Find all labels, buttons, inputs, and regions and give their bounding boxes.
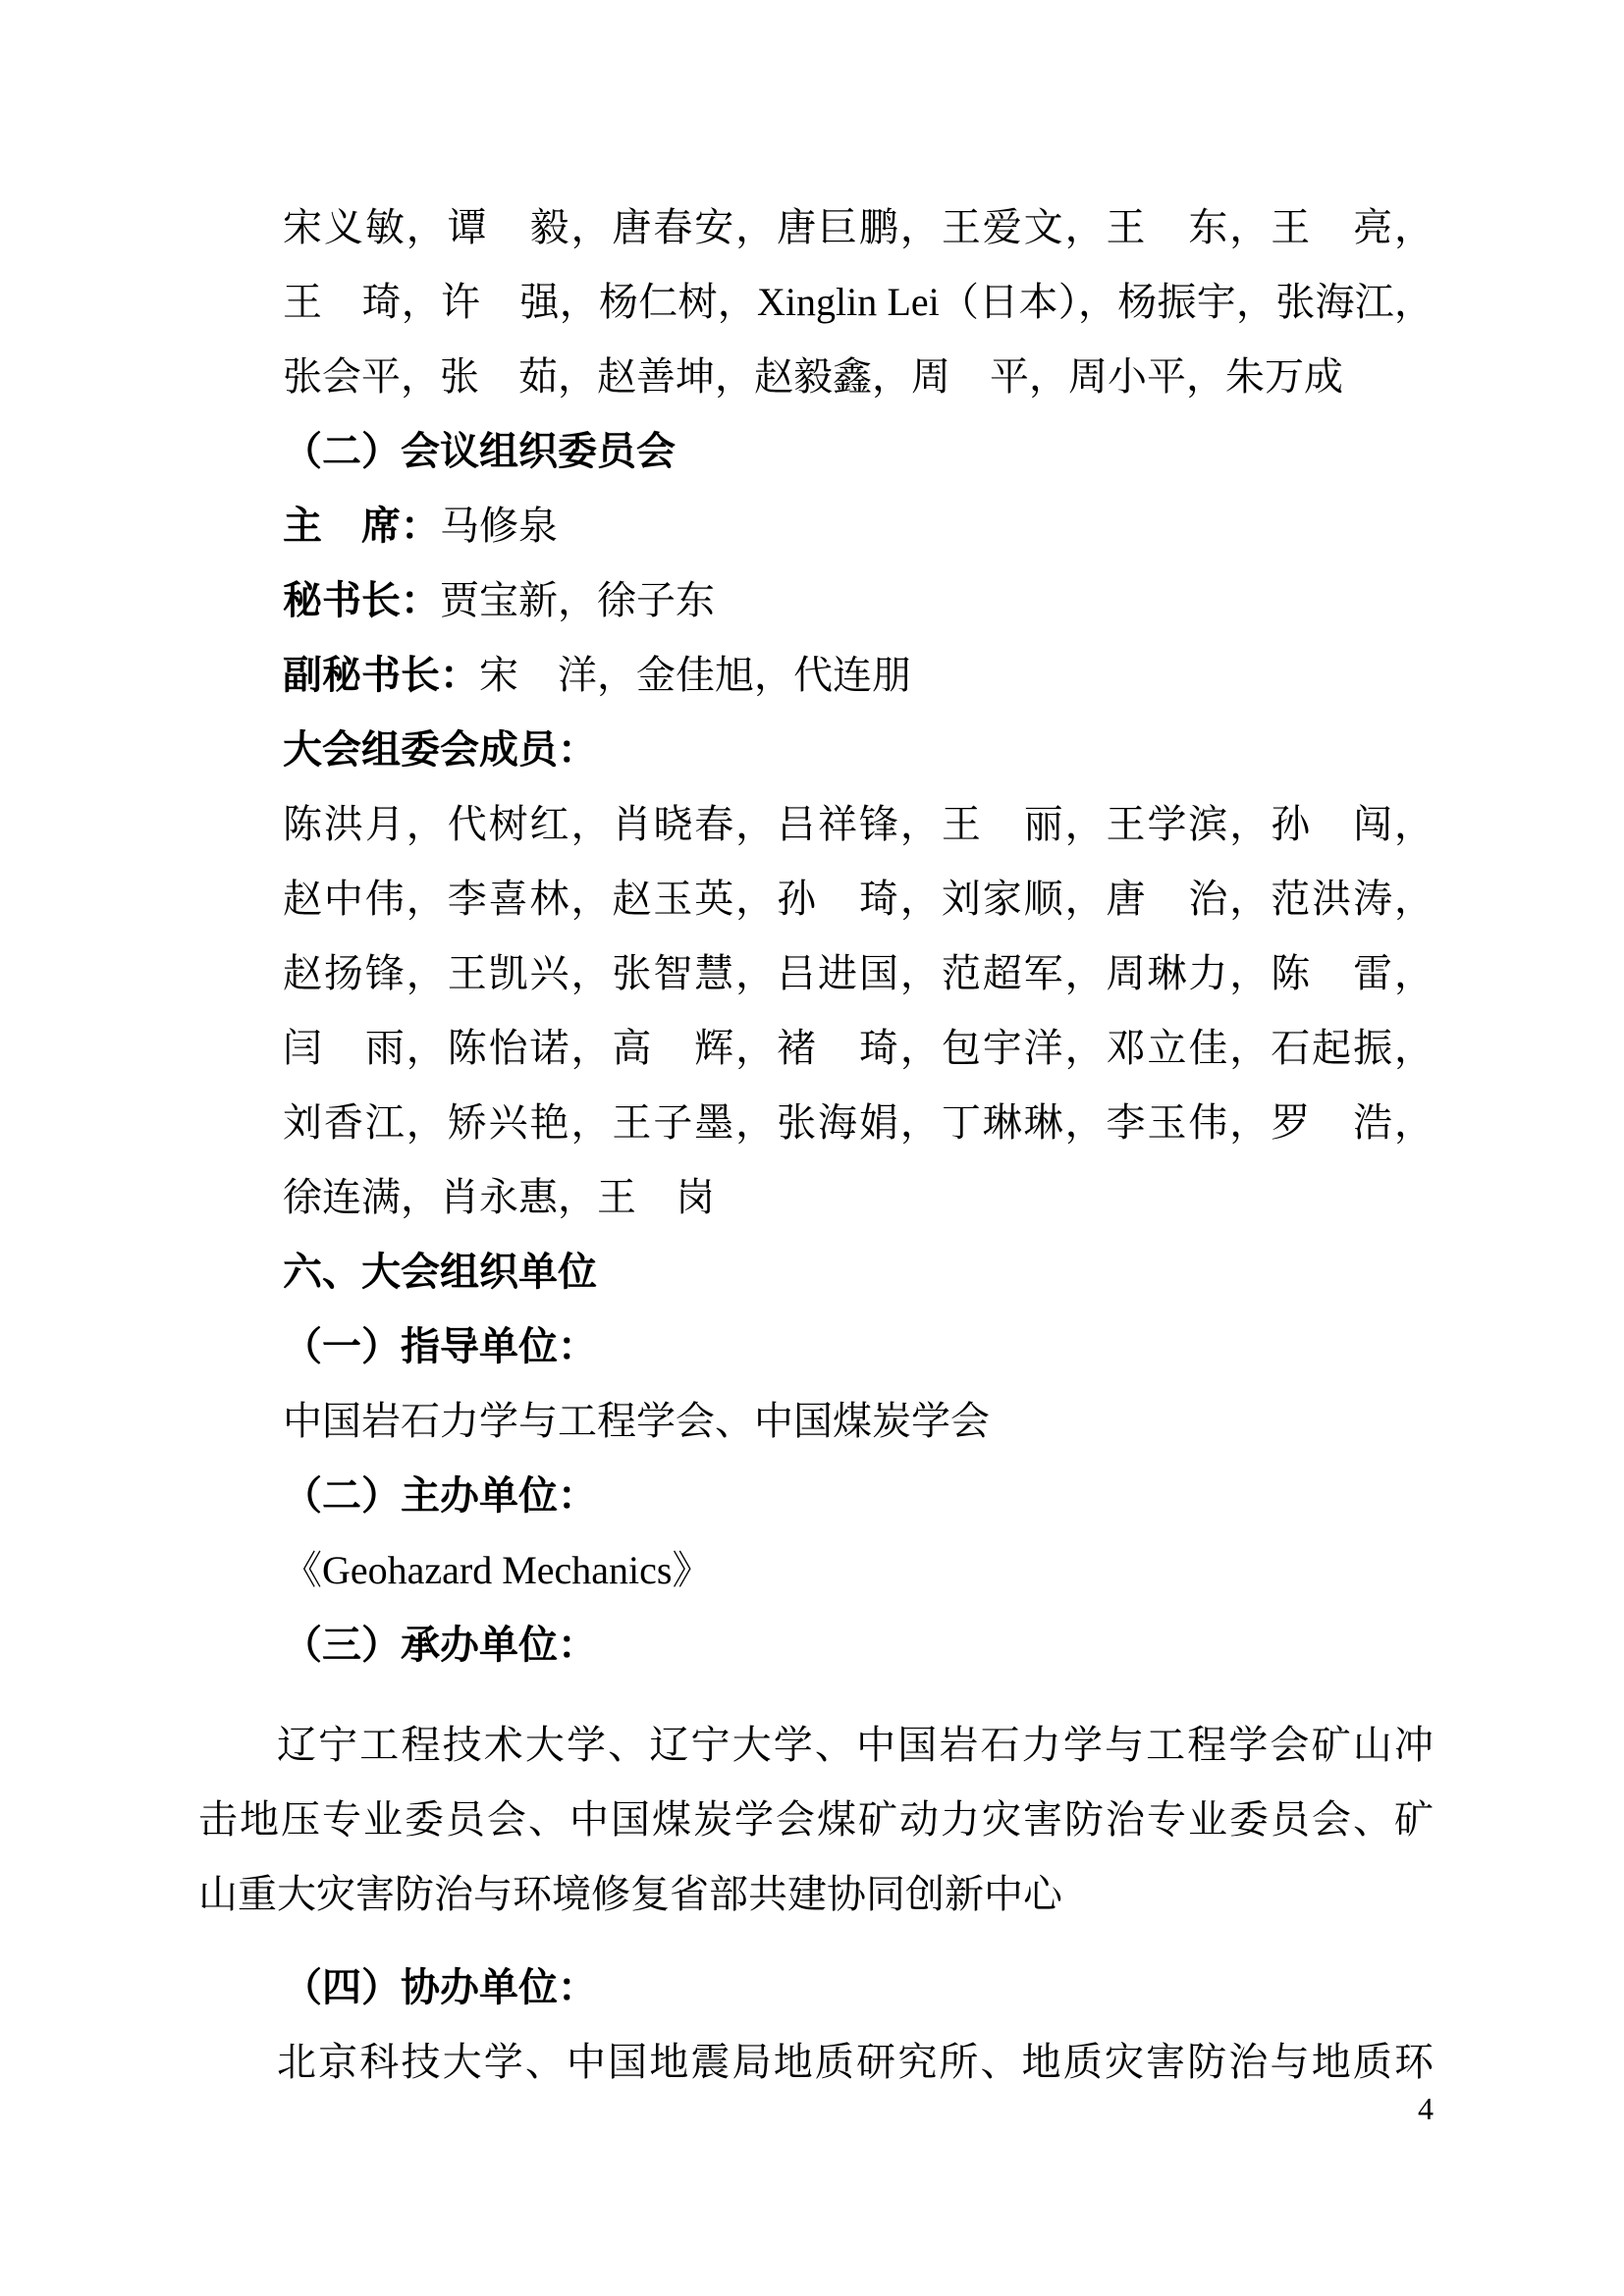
host-unit-content: 《Geohazard Mechanics》: [283, 1548, 712, 1592]
member-names-line: 刘香江，矫兴艳，王子墨，张海娟，丁琳琳，李玉伟，罗 浩，: [283, 1100, 1434, 1145]
organizer-unit-line: 击地压专业委员会、中国煤炭学会煤矿动力灾害防治专业委员会、矿: [198, 1797, 1434, 1842]
host-unit-heading: （二）主办单位：: [283, 1473, 597, 1518]
guidance-unit-heading: （一）指导单位：: [283, 1324, 597, 1368]
member-names-line: 陈洪月，代树红，肖晓春，吕祥锋，王 丽，王学滨，孙 闯，: [283, 802, 1434, 846]
chair-label: 主 席：: [283, 504, 440, 548]
secretary-value: 贾宝新，徐子东: [440, 578, 715, 622]
co-organizer-unit-line: 北京科技大学、中国地震局地质研究所、地质灾害防治与地质环: [277, 2040, 1434, 2084]
guidance-unit-content: 中国岩石力学与工程学会、中国煤炭学会: [283, 1399, 990, 1443]
members-heading: 大会组委会成员：: [283, 727, 597, 772]
chair-value: 马修泉: [440, 504, 558, 548]
vice-secretary-value: 宋 洋，金佳旭，代连朋: [479, 653, 911, 697]
secretary-label: 秘书长：: [283, 578, 440, 622]
page-number: 4: [1418, 2091, 1434, 2126]
chair-line: [283, 489, 1434, 563]
vice-secretary-line: [283, 638, 1434, 713]
member-names-line: 赵扬锋，王凯兴，张智慧，吕进国，范超军，周琳力，陈 雷，: [283, 951, 1434, 995]
organizer-unit-line: 辽宁工程技术大学、辽宁大学、中国岩石力学与工程学会矿山冲: [277, 1723, 1434, 1767]
expert-names-line: 宋义敏，谭 毅，唐春安，唐巨鹏，王爱文，王 东，王 亮，: [283, 205, 1434, 249]
co-organizer-unit-heading: （四）协办单位：: [283, 1965, 597, 2009]
document-content: [198, 190, 1434, 2100]
section-six-heading: 六、大会组织单位: [283, 1250, 597, 1294]
org-committee-heading: （二）会议组织委员会: [283, 429, 676, 473]
expert-names-line: 张会平，张 茹，赵善坤，赵毅鑫，周 平，周小平，朱万成: [283, 354, 1343, 399]
organizer-unit-line: 山重大灾害防治与环境修复省部共建协同创新中心: [198, 1872, 1062, 1916]
vice-secretary-label: 副秘书长：: [283, 653, 479, 697]
expert-names-line: 王 琦，许 强，杨仁树，Xinglin Lei（日本），杨振宇，张海江，: [283, 280, 1434, 324]
member-names-line: 赵中伟，李喜林，赵玉英，孙 琦，刘家顺，唐 治，范洪涛，: [283, 877, 1434, 921]
member-names-line: 闫 雨，陈怡诺，高 辉，褚 琦，包宇洋，邓立佳，石起振，: [283, 1026, 1434, 1070]
member-names-line: 徐连满，肖永惠，王 岗: [283, 1175, 715, 1219]
secretary-line: [283, 563, 1434, 638]
organizer-unit-heading: （三）承办单位：: [283, 1623, 597, 1667]
